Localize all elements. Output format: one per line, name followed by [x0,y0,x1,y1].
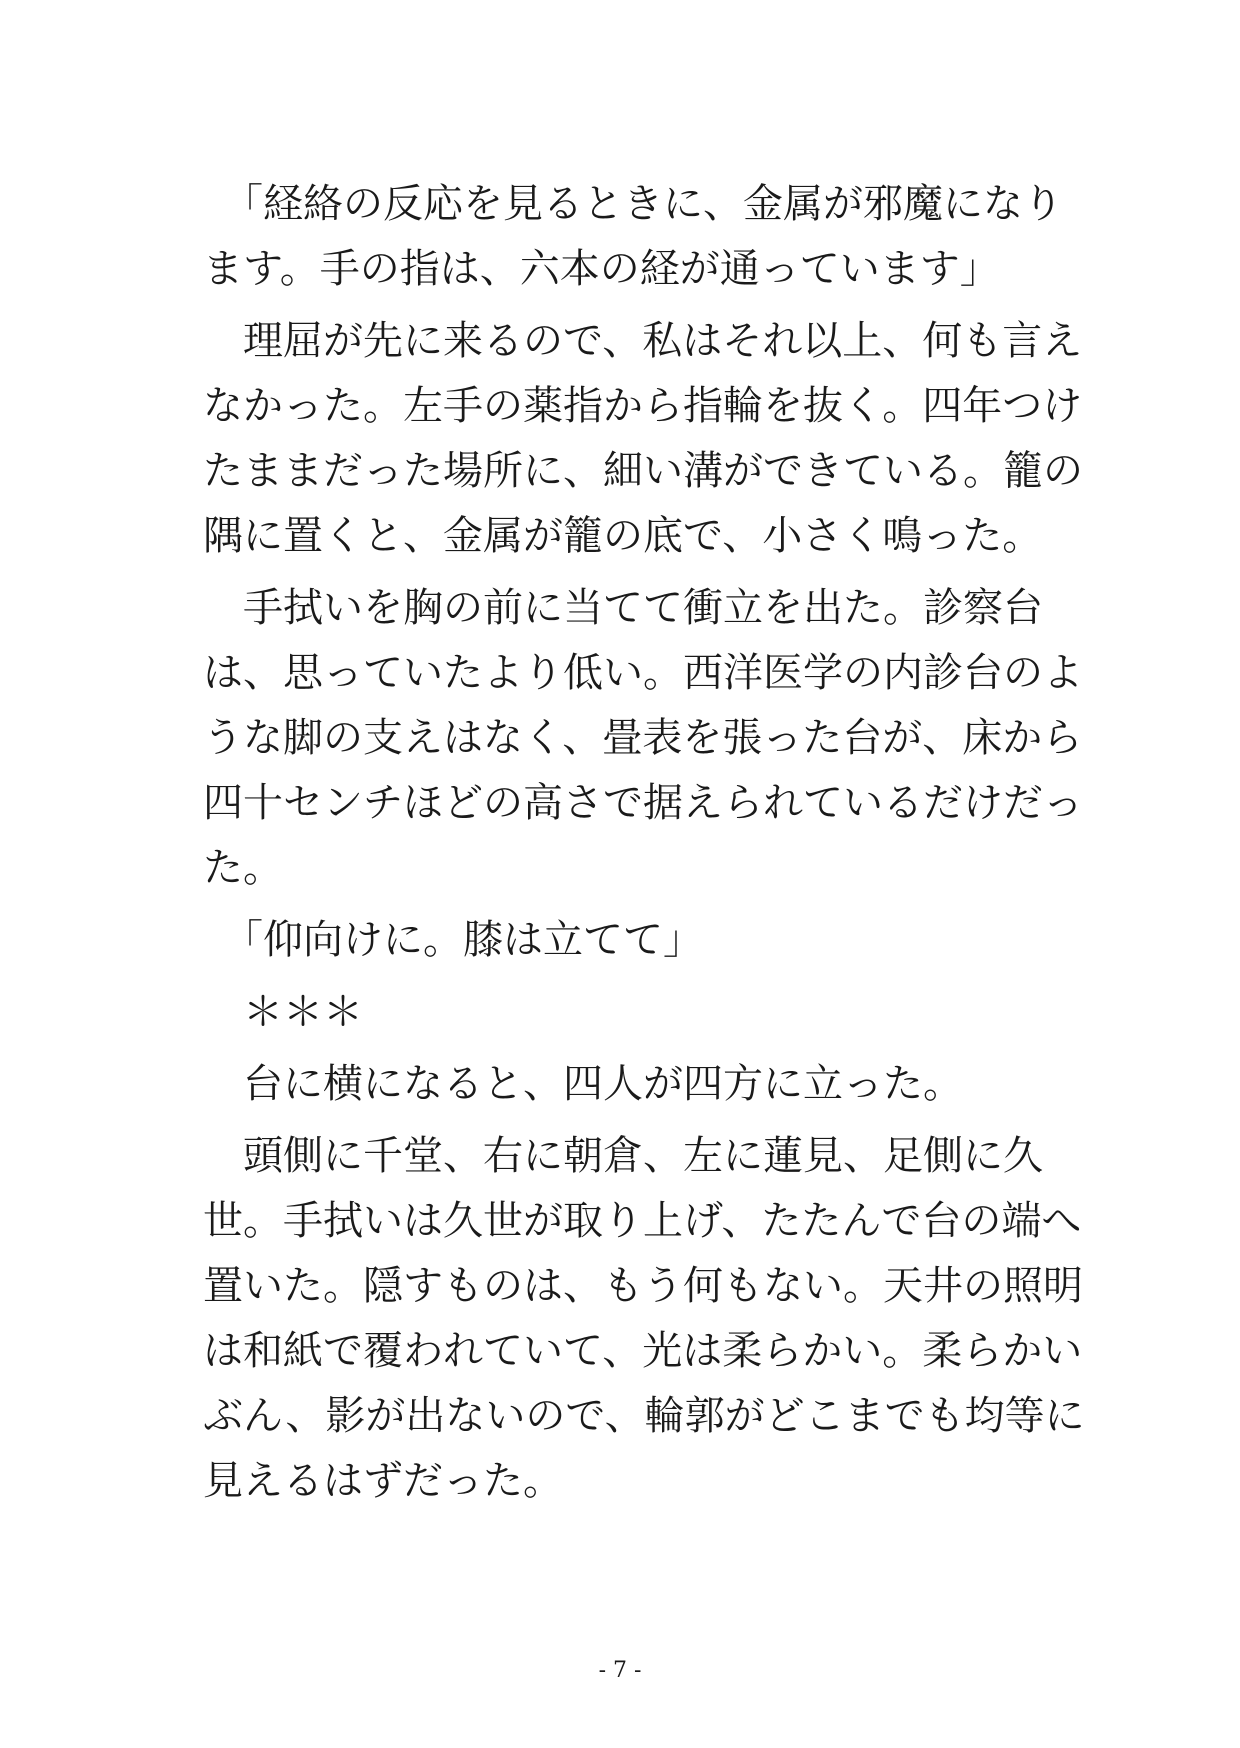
page-number: - 7 - [598,1658,642,1683]
body-text [203,172,1085,1514]
text-line: 台に横になると、四人が四方に立った。 [203,1061,963,1107]
text-line: 「経絡の反応を見るときに、金属が邪魔になり [203,181,1063,227]
text-line: なかった。左手の薬指から指輪を抜く。四年つけ [203,383,1083,429]
text-line: 隅に置くと、金属が籠の底で、小さく鳴った。 [203,513,1043,559]
text-line: 「仰向けに。膝は立てて」 [203,917,703,963]
text-line: 手拭いを胸の前に当てて衝立を出た。診察台 [203,585,1043,631]
text-line: 頭側に千堂、右に朝倉、左に蓮見、足側に久 [203,1133,1043,1179]
text-line: ます。手の指は、六本の経が通っています」 [203,246,1000,292]
text-line: ぶん、影が出ないので、輪郭がどこまでも均等に [203,1393,1085,1439]
text-line: た。 [203,845,283,891]
text-line: 理屈が先に来るので、私はそれ以上、何も言え [203,318,1083,364]
text-line: は、思っていたより低い。西洋医学の内診台のよ [203,650,1083,696]
text-line: 置いた。隠すものは、もう何もない。天井の照明 [203,1263,1083,1309]
text-line: たままだった場所に、細い溝ができている。籠の [203,448,1083,494]
text-line: ＊＊＊ [203,989,363,1035]
text-line: 四十センチほどの高さで据えられているだけだっ [203,780,1083,826]
text-line: 見えるはずだった。 [203,1458,563,1504]
text-line: は和紙で覆われていて、光は柔らかい。柔らかい [203,1328,1083,1374]
text-line: 世。手拭いは久世が取り上げ、たたんで台の端へ [203,1198,1082,1244]
text-line: うな脚の支えはなく、畳表を張った台が、床から [203,715,1083,761]
